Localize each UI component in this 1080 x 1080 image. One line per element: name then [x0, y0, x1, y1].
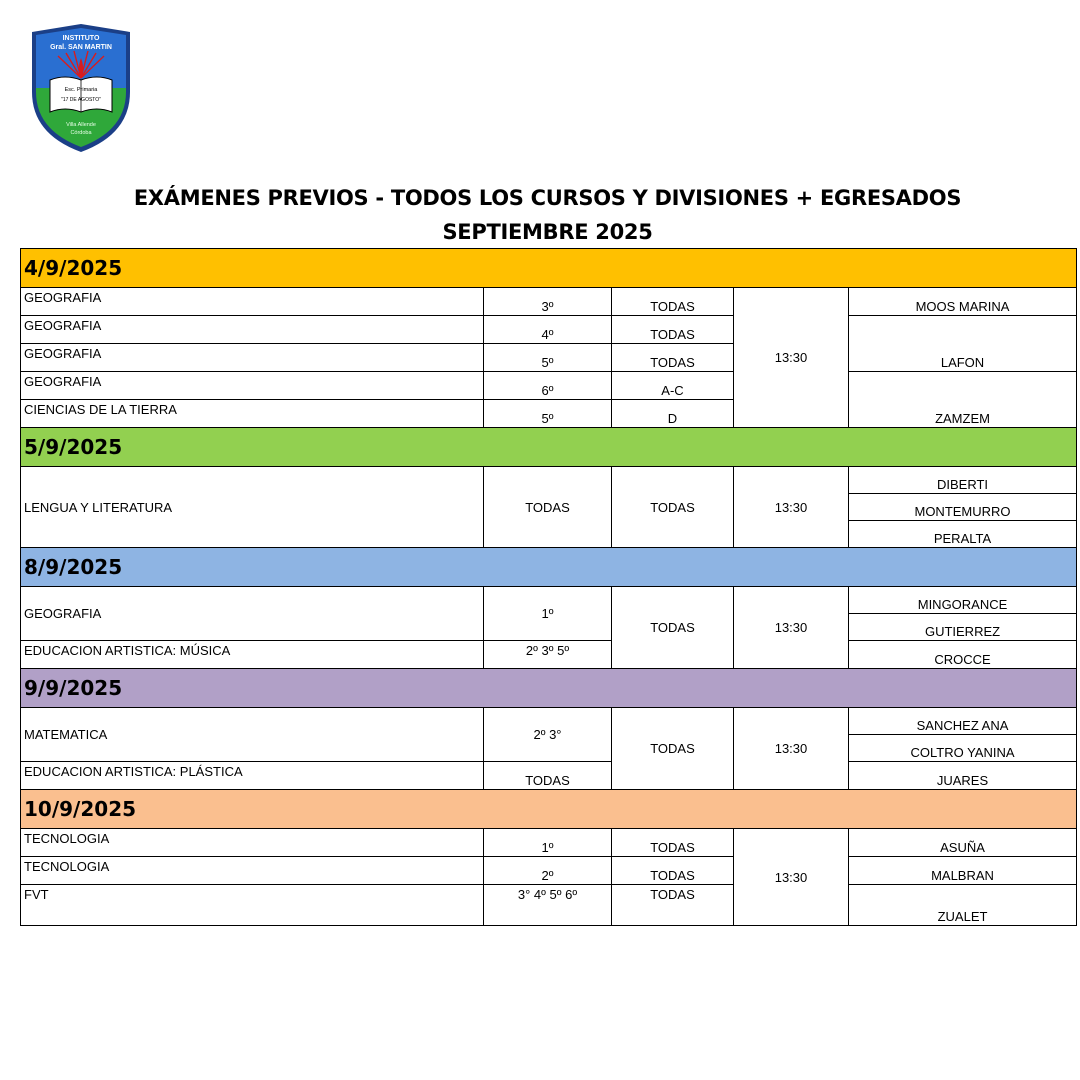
subject-cell: GEOGRAFIA [21, 372, 484, 400]
table-row [21, 762, 1077, 790]
table-row [21, 829, 1077, 857]
course-cell: 2º 3° [484, 708, 612, 762]
date-cell: 8/9/2025 [21, 548, 1077, 587]
course-cell: TODAS [484, 762, 612, 790]
division-cell: D [612, 400, 734, 428]
course-cell: 6º [484, 372, 612, 400]
subject-cell: LENGUA Y LITERATURA [21, 467, 484, 548]
teacher-cell: GUTIERREZ [849, 614, 1077, 641]
date-row [21, 669, 1077, 708]
teacher-cell: COLTRO YANINA [849, 735, 1077, 762]
time-cell: 13:30 [734, 708, 849, 790]
course-cell: 1º [484, 587, 612, 641]
teacher-cell: LAFON [849, 316, 1077, 372]
date-row [21, 548, 1077, 587]
teacher-cell: ASUÑA [849, 829, 1077, 857]
exam-schedule-table [20, 248, 1077, 926]
date-row [21, 428, 1077, 467]
division-cell: TODAS [612, 829, 734, 857]
subject-cell: MATEMATICA [21, 708, 484, 762]
date-cell: 4/9/2025 [21, 249, 1077, 288]
page-title: EXÁMENES PREVIOS - TODOS LOS CURSOS Y DIVISIONES + EGRESADOS [133, 186, 962, 210]
time-cell: 13:30 [734, 829, 849, 926]
table-row [21, 857, 1077, 885]
subject-cell: GEOGRAFIA [21, 344, 484, 372]
division-cell: A-C [612, 372, 734, 400]
date-cell: 5/9/2025 [21, 428, 1077, 467]
division-cell: TODAS [612, 316, 734, 344]
subject-cell: EDUCACION ARTISTICA: MÚSICA [21, 641, 484, 669]
school-logo [28, 22, 134, 154]
teacher-cell: MINGORANCE [849, 587, 1077, 614]
logo-line-1: INSTITUTO [62, 35, 100, 42]
course-cell: TODAS [484, 467, 612, 548]
division-cell: TODAS [612, 857, 734, 885]
subject-cell: CIENCIAS DE LA TIERRA [21, 400, 484, 428]
subject-cell: GEOGRAFIA [21, 316, 484, 344]
division-cell: TODAS [612, 885, 734, 926]
table-row [21, 316, 1077, 344]
teacher-cell: MOOS MARINA [849, 288, 1077, 316]
course-cell: 4º [484, 316, 612, 344]
teacher-cell: MALBRAN [849, 857, 1077, 885]
time-cell: 13:30 [734, 467, 849, 548]
date-cell: 10/9/2025 [21, 790, 1077, 829]
teacher-cell: PERALTA [849, 521, 1077, 548]
subject-cell: TECNOLOGIA [21, 857, 484, 885]
teacher-cell: ZUALET [849, 885, 1077, 926]
table-row [21, 885, 1077, 926]
logo-line-3: Esc. Primaria [64, 87, 98, 93]
table-row [21, 641, 1077, 669]
table-row [21, 708, 1077, 735]
course-cell: 2º [484, 857, 612, 885]
course-cell: 2º 3º 5º [484, 641, 612, 669]
logo-line-4: "17 DE AGOSTO" [61, 97, 101, 103]
date-row [21, 249, 1077, 288]
division-cell: TODAS [612, 467, 734, 548]
course-cell: 3° 4º 5º 6º [484, 885, 612, 926]
teacher-cell: JUARES [849, 762, 1077, 790]
course-cell: 5º [484, 344, 612, 372]
table-row [21, 372, 1077, 400]
subject-cell: FVT [21, 885, 484, 926]
teacher-cell: SANCHEZ ANA [849, 708, 1077, 735]
course-cell: 3º [484, 288, 612, 316]
subject-cell: EDUCACION ARTISTICA: PLÁSTICA [21, 762, 484, 790]
course-cell: 1º [484, 829, 612, 857]
course-cell: 5º [484, 400, 612, 428]
teacher-cell: DIBERTI [849, 467, 1077, 494]
logo-line-5: Villa Allende [66, 122, 96, 128]
teacher-cell: CROCCE [849, 641, 1077, 669]
teacher-cell: ZAMZEM [849, 372, 1077, 428]
page-subtitle: SEPTIEMBRE 2025 [442, 220, 653, 244]
date-cell: 9/9/2025 [21, 669, 1077, 708]
division-cell: TODAS [612, 344, 734, 372]
logo-line-2: Gral. SAN MARTIN [50, 44, 112, 51]
table-row [21, 288, 1077, 316]
division-cell: TODAS [612, 288, 734, 316]
time-cell: 13:30 [734, 288, 849, 428]
subject-cell: GEOGRAFIA [21, 288, 484, 316]
division-cell: TODAS [612, 587, 734, 669]
logo-line-6: Córdoba [70, 130, 92, 136]
subject-cell: TECNOLOGIA [21, 829, 484, 857]
table-row [21, 467, 1077, 494]
table-row [21, 587, 1077, 614]
subject-cell: GEOGRAFIA [21, 587, 484, 641]
teacher-cell: MONTEMURRO [849, 494, 1077, 521]
division-cell: TODAS [612, 708, 734, 790]
date-row [21, 790, 1077, 829]
time-cell: 13:30 [734, 587, 849, 669]
